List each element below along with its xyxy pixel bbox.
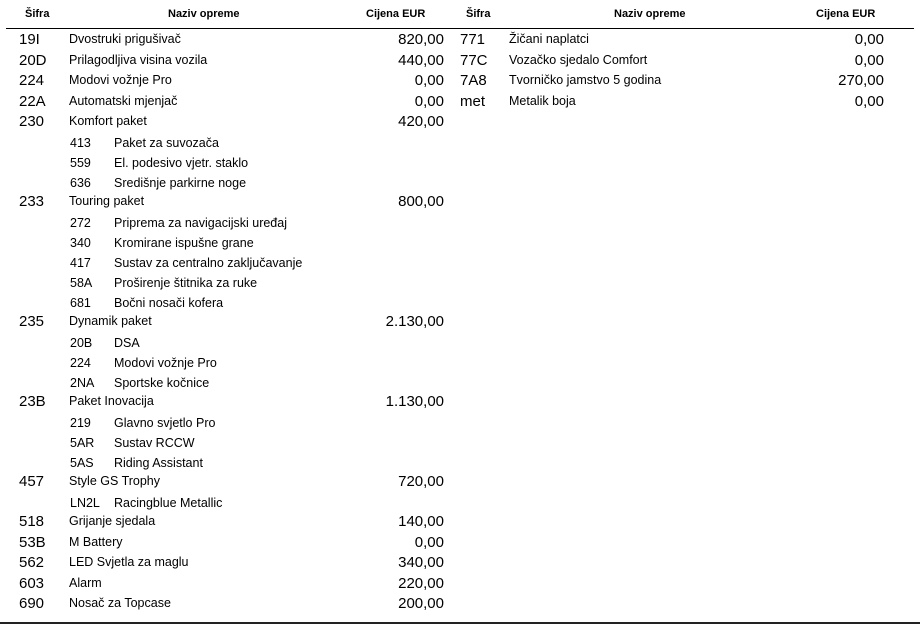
option-code: 518 — [19, 513, 45, 530]
option-name: Prilagodljiva visina vozila — [69, 52, 208, 67]
option-code: 603 — [19, 574, 45, 592]
option-row — [0, 71, 460, 91]
sub-item-code: 224 — [70, 356, 91, 370]
option-row — [0, 92, 460, 112]
option-price: 200,00 — [398, 595, 444, 612]
option-price: 0,00 — [414, 92, 444, 110]
option-row — [0, 553, 460, 573]
sub-item-name: Sustav za centralno zaključavanje — [114, 256, 303, 270]
option-name: Dynamik paket — [69, 314, 152, 328]
package-sub-item — [0, 254, 460, 272]
option-row — [0, 533, 460, 553]
option-row — [0, 594, 460, 614]
sub-item-code: 2NA — [70, 376, 95, 390]
package-sub-item — [0, 374, 460, 392]
option-price: 0,00 — [854, 31, 884, 48]
option-row — [0, 112, 460, 132]
sub-item-code: 417 — [70, 256, 91, 270]
option-name: Style GS Trophy — [69, 474, 161, 488]
header-code-right: Šifra — [466, 8, 491, 20]
option-row — [450, 51, 920, 71]
option-name: Alarm — [69, 575, 102, 590]
option-price: 0,00 — [854, 51, 884, 69]
sub-item-name: Bočni nosači kofera — [114, 296, 224, 310]
option-code: 23B — [19, 393, 46, 410]
option-price: 440,00 — [398, 51, 444, 69]
package-sub-item — [0, 434, 460, 452]
sub-item-name: Sustav RCCW — [114, 436, 195, 450]
option-code: 457 — [19, 473, 45, 490]
option-price: 820,00 — [398, 31, 444, 48]
sub-item-name: Glavno svjetlo Pro — [114, 416, 216, 430]
option-row — [0, 51, 460, 71]
option-row — [0, 574, 460, 594]
option-row — [450, 92, 920, 112]
option-row — [0, 192, 460, 212]
sub-item-name: DSA — [114, 336, 140, 350]
option-code: 20D — [19, 51, 47, 69]
option-row — [0, 30, 460, 50]
option-code: 7A8 — [460, 72, 487, 89]
option-row — [0, 392, 460, 412]
option-price: 340,00 — [398, 554, 444, 571]
option-name: Žičani naplatci — [509, 32, 589, 46]
sub-item-name: Sportske kočnice — [114, 376, 210, 390]
option-price: 0,00 — [854, 92, 884, 110]
package-sub-item — [0, 174, 460, 192]
sub-item-name: Riding Assistant — [114, 456, 203, 470]
sub-item-code: 413 — [70, 136, 91, 150]
package-sub-item — [0, 214, 460, 232]
sub-item-name: Priprema za navigacijski uređaj — [114, 216, 287, 230]
option-code: 690 — [19, 595, 45, 612]
sub-item-name: Racingblue Metallic — [114, 496, 223, 510]
header-price-right: Cijena EUR — [816, 8, 876, 20]
option-name: Komfort paket — [69, 114, 147, 128]
sub-item-name: Proširenje štitnika za ruke — [114, 276, 258, 290]
option-code: 19I — [19, 31, 40, 48]
option-row — [0, 472, 460, 492]
package-sub-item — [0, 334, 460, 352]
package-sub-item — [0, 234, 460, 252]
sub-item-code: 340 — [70, 236, 91, 250]
option-code: 235 — [19, 313, 45, 330]
sub-item-code: 58A — [70, 276, 93, 290]
option-name: LED Svjetla za maglu — [69, 555, 189, 569]
option-row — [0, 312, 460, 332]
package-sub-item — [0, 414, 460, 432]
sub-item-code: 559 — [70, 156, 91, 170]
option-name: Grijanje sjedala — [69, 514, 156, 528]
option-name: Automatski mjenjač — [69, 93, 178, 108]
option-price: 0,00 — [414, 533, 444, 551]
option-name: M Battery — [69, 534, 123, 549]
option-code: 77C — [460, 51, 488, 69]
sub-item-name: Paket za suvozača — [114, 136, 219, 150]
option-code: 53B — [19, 533, 46, 551]
package-sub-item — [0, 274, 460, 292]
option-name: Modovi vožnje Pro — [69, 73, 172, 87]
sub-item-code: 219 — [70, 416, 91, 430]
sub-item-code: 681 — [70, 296, 91, 310]
package-sub-item — [0, 494, 460, 512]
option-code: 224 — [19, 72, 45, 89]
package-sub-item — [0, 454, 460, 472]
header-code-left: Šifra — [25, 8, 50, 20]
header-divider — [6, 28, 914, 29]
option-price: 2.130,00 — [385, 313, 444, 330]
header-name-right: Naziv opreme — [614, 8, 686, 20]
option-price: 800,00 — [398, 193, 444, 210]
option-code: 22A — [19, 92, 46, 110]
package-sub-item — [0, 134, 460, 152]
option-price: 270,00 — [838, 72, 884, 89]
option-row — [450, 30, 920, 50]
option-price: 720,00 — [398, 473, 444, 490]
package-sub-item — [0, 354, 460, 372]
sub-item-code: LN2L — [70, 496, 100, 510]
option-price: 420,00 — [398, 113, 444, 130]
option-name: Vozačko sjedalo Comfort — [509, 52, 648, 67]
option-name: Tvorničko jamstvo 5 godina — [509, 73, 662, 87]
option-name: Dvostruki prigušivač — [69, 32, 181, 46]
option-row — [0, 512, 460, 532]
sub-item-name: Kromirane ispušne grane — [114, 236, 254, 250]
header-name-left: Naziv opreme — [168, 8, 240, 20]
option-name: Touring paket — [69, 194, 145, 208]
sub-item-code: 5AS — [70, 456, 94, 470]
sub-item-name: Središnje parkirne noge — [114, 176, 247, 190]
option-row — [450, 71, 920, 91]
sub-item-code: 272 — [70, 216, 91, 230]
option-code: 230 — [19, 113, 45, 130]
option-price: 220,00 — [398, 574, 444, 592]
sub-item-code: 20B — [70, 336, 93, 350]
option-price: 1.130,00 — [385, 393, 444, 410]
option-name: Nosač za Topcase — [69, 596, 171, 610]
option-code: 233 — [19, 193, 45, 210]
sub-item-name: El. podesivo vjetr. staklo — [114, 156, 249, 170]
option-code: met — [460, 92, 486, 110]
option-price: 140,00 — [398, 513, 444, 530]
sub-item-code: 5AR — [70, 436, 95, 450]
option-name: Metalik boja — [509, 93, 576, 108]
package-sub-item — [0, 294, 460, 312]
option-code: 562 — [19, 554, 45, 571]
sub-item-code: 636 — [70, 176, 91, 190]
option-price: 0,00 — [414, 72, 444, 89]
option-name: Paket Inovacija — [69, 394, 154, 408]
sub-item-name: Modovi vožnje Pro — [114, 356, 217, 370]
option-code: 771 — [460, 31, 486, 48]
header-price-left: Cijena EUR — [366, 8, 426, 20]
package-sub-item — [0, 154, 460, 172]
